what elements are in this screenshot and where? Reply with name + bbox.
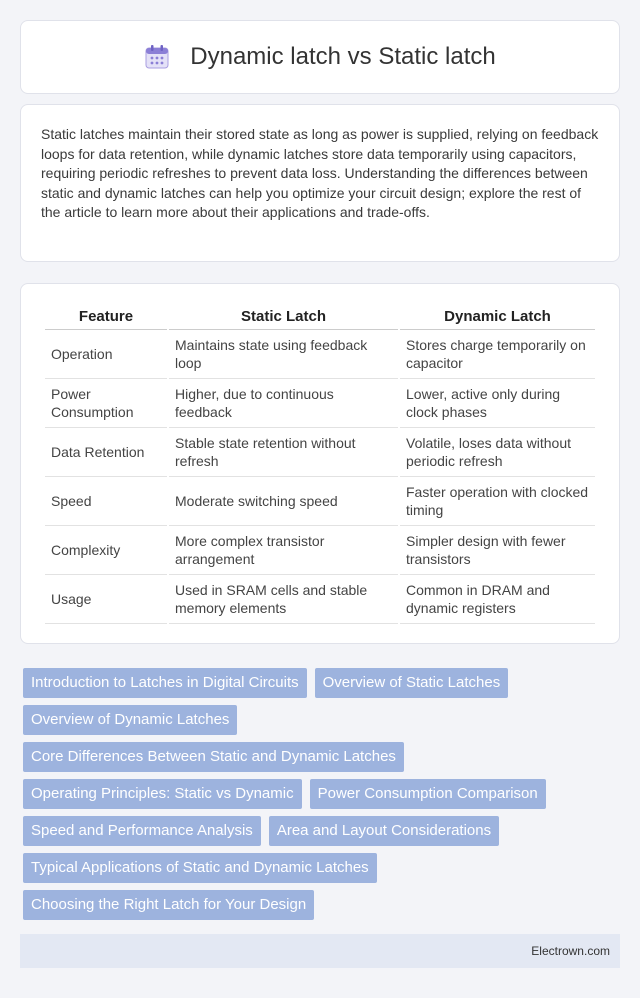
topic-link[interactable]: Choosing the Right Latch for Your Design xyxy=(23,890,314,920)
table-row xyxy=(45,526,595,575)
table-cell: Faster operation with clocked timing xyxy=(400,477,595,526)
table-cell: Moderate switching speed xyxy=(169,477,398,526)
table-cell: Usage xyxy=(45,575,167,624)
table-row xyxy=(45,330,595,379)
comparison-table-card xyxy=(20,283,620,644)
table-cell: Higher, due to continuous feedback xyxy=(169,379,398,428)
topic-link[interactable]: Core Differences Between Static and Dynamic Latches xyxy=(23,742,404,772)
topic-link[interactable]: Speed and Performance Analysis xyxy=(23,816,261,846)
table-cell: Simpler design with fewer transistors xyxy=(400,526,595,575)
page-title: Dynamic latch vs Static latch xyxy=(190,43,496,70)
table-row xyxy=(45,575,595,624)
header-dynamic-latch: Dynamic Latch xyxy=(400,304,595,330)
topic-link[interactable]: Operating Principles: Static vs Dynamic xyxy=(23,779,302,809)
header-static-latch: Static Latch xyxy=(169,304,398,330)
table-cell: Stores charge temporarily on capacitor xyxy=(400,330,595,379)
topic-link[interactable]: Area and Layout Considerations xyxy=(269,816,499,846)
topic-link[interactable]: Power Consumption Comparison xyxy=(310,779,546,809)
calendar-icon xyxy=(144,44,170,70)
table-header-row xyxy=(45,304,595,330)
table-cell: Common in DRAM and dynamic registers xyxy=(400,575,595,624)
table-row xyxy=(45,379,595,428)
topic-link[interactable]: Overview of Static Latches xyxy=(315,668,509,698)
table-cell: Used in SRAM cells and stable memory elements xyxy=(169,575,398,624)
topic-link[interactable]: Typical Applications of Static and Dynamic Latches xyxy=(23,853,377,883)
table-cell: Operation xyxy=(45,330,167,379)
table-cell: Data Retention xyxy=(45,428,167,477)
intro-card xyxy=(20,104,620,262)
title-card xyxy=(20,20,620,94)
intro-paragraph: Static latches maintain their stored state as long as power is supplied, relying on feedback loops for data retention, while dynamic latches store data temporarily using capacitors, requiring periodic refreshes to prevent data loss. Understanding the differences between static and dynamic latches can help you optimize your circuit design; explore the rest of the article to learn more about their applications and trade-offs. xyxy=(41,126,599,220)
footer xyxy=(20,934,620,968)
footer-site[interactable]: Electrown.com xyxy=(531,944,610,958)
table-cell: Lower, active only during clock phases xyxy=(400,379,595,428)
table-row xyxy=(45,477,595,526)
topic-links xyxy=(23,668,617,920)
topic-link[interactable]: Overview of Dynamic Latches xyxy=(23,705,237,735)
header-feature: Feature xyxy=(45,304,167,330)
table-cell: Power Consumption xyxy=(45,379,167,428)
table-cell: Volatile, loses data without periodic refresh xyxy=(400,428,595,477)
table-cell: Speed xyxy=(45,477,167,526)
table-cell: Maintains state using feedback loop xyxy=(169,330,398,379)
table-cell: More complex transistor arrangement xyxy=(169,526,398,575)
topic-link[interactable]: Introduction to Latches in Digital Circuits xyxy=(23,668,307,698)
comparison-table xyxy=(43,304,597,624)
table-cell: Stable state retention without refresh xyxy=(169,428,398,477)
table-row xyxy=(45,428,595,477)
table-cell: Complexity xyxy=(45,526,167,575)
